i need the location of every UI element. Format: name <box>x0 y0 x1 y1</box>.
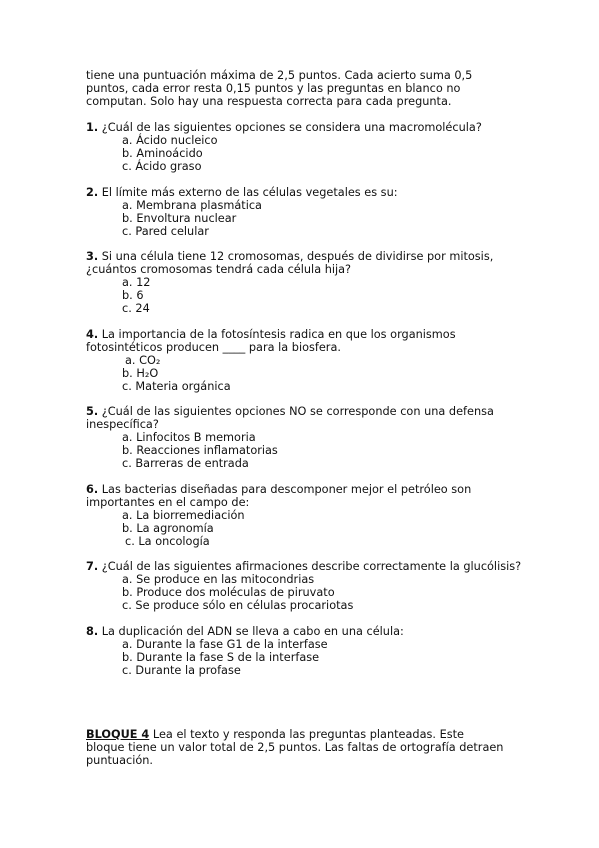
question-stem <box>86 561 526 574</box>
question-1 <box>86 122 526 174</box>
option-b: b. Envoltura nuclear <box>122 211 237 225</box>
question-text: ¿Cuál de las siguientes opciones se considera una macromolécula? <box>101 121 482 134</box>
option-c: c. 24 <box>122 301 150 315</box>
question-7 <box>86 561 526 613</box>
question-number: 1. <box>86 121 99 134</box>
option-c: c. Barreras de entrada <box>122 456 249 470</box>
option-b: b. Produce dos moléculas de piruvato <box>122 585 335 599</box>
question-text: La duplicación del ADN se lleva a cabo en una célula: <box>101 625 404 638</box>
question-number: 2. <box>86 186 99 199</box>
question-stem <box>86 122 526 135</box>
option-c: c. Materia orgánica <box>122 379 231 393</box>
question-stem <box>86 329 526 355</box>
bloque-section <box>86 729 506 768</box>
option-a: a. La biorremediación <box>122 508 245 522</box>
option-c: c. Pared celular <box>122 224 209 238</box>
question-8 <box>86 626 526 678</box>
question-number: 6. <box>86 483 99 496</box>
question-5 <box>86 406 526 471</box>
option-a: a. Membrana plasmática <box>122 198 262 212</box>
question-text: Si una célula tiene 12 cromosomas, después de dividirse por mitosis, ¿cuántos cromosomas tendrá cada célula hija? <box>86 250 494 276</box>
question-6 <box>86 484 526 549</box>
question-stem <box>86 626 526 639</box>
bloque-title: BLOQUE 4 <box>86 728 150 741</box>
bloque-instructions: Lea el texto y responda las preguntas planteadas. Este bloque tiene un valor total de 2,5 puntos. Las faltas de ortografía detraen puntuación. <box>86 728 504 767</box>
option-c: c. Se produce sólo en células procariotas <box>122 598 354 612</box>
question-4 <box>86 329 526 394</box>
question-stem <box>86 187 526 200</box>
question-text: ¿Cuál de las siguientes afirmaciones describe correctamente la glucólisis? <box>101 560 522 573</box>
question-number: 8. <box>86 625 99 638</box>
option-c: c. Durante la profase <box>122 663 241 677</box>
option-a: a. Linfocitos B memoria <box>122 430 256 444</box>
option-b: b. Aminoácido <box>122 146 203 160</box>
option-c: c. Ácido graso <box>122 159 202 173</box>
question-number: 5. <box>86 405 99 418</box>
option-b: b. H₂O <box>122 366 159 380</box>
option-a: a. Se produce en las mitocondrias <box>122 572 315 586</box>
option-b: b. La agronomía <box>122 521 214 535</box>
option-b: b. Durante la fase S de la interfase <box>122 650 320 664</box>
option-a: a. CO₂ <box>125 353 161 367</box>
option-a: a. 12 <box>122 275 151 289</box>
question-3 <box>86 251 526 316</box>
option-b: b. Reacciones inflamatorias <box>122 443 278 457</box>
question-stem <box>86 406 526 432</box>
question-number: 4. <box>86 328 99 341</box>
option-c: c. La oncología <box>125 534 210 548</box>
option-b: b. 6 <box>122 288 144 302</box>
question-text: ¿Cuál de las siguientes opciones NO se corresponde con una defensa inespecífica? <box>86 405 494 431</box>
question-text: Las bacterias diseñadas para descomponer mejor el petróleo son importantes en el campo de: <box>86 483 472 509</box>
question-2 <box>86 187 526 239</box>
question-number: 7. <box>86 560 99 573</box>
question-number: 3. <box>86 250 99 263</box>
option-a: a. Durante la fase G1 de la interfase <box>122 637 328 651</box>
question-text: La importancia de la fotosíntesis radica en que los organismos fotosintéticos producen ____ para la biosfera. <box>86 328 456 354</box>
option-a: a. Ácido nucleico <box>122 133 218 147</box>
intro-paragraph: tiene una puntuación máxima de 2,5 puntos. Cada acierto suma 0,5 puntos, cada error resta 0,15 puntos y las preguntas en blanco no computan. Solo hay una respuesta correcta para cada pregunta. <box>86 69 473 108</box>
question-text: El límite más externo de las células vegetales es su: <box>101 186 398 199</box>
question-stem <box>86 484 526 510</box>
question-stem <box>86 251 526 277</box>
